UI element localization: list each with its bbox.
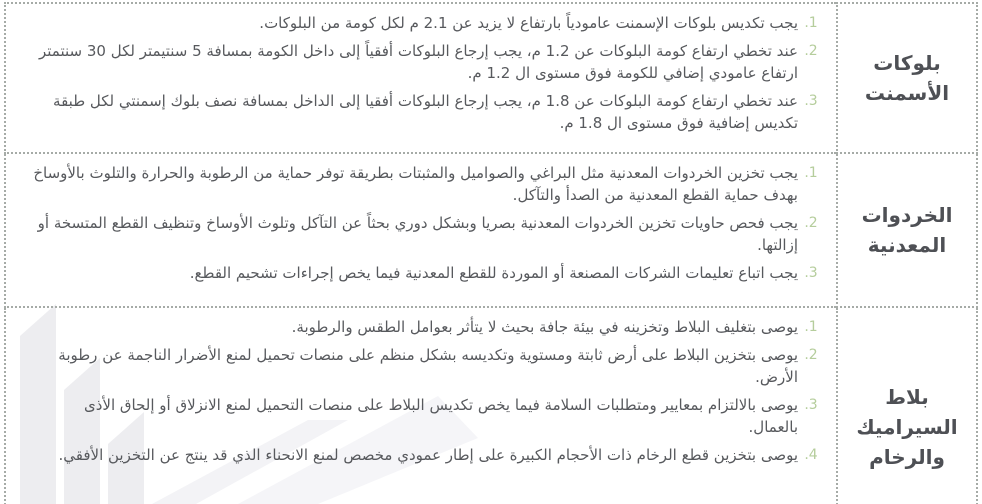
list-item	[30, 212, 824, 256]
item-text: يوصى بتخزين قطع الرخام ذات الأحجام الكبيرة على إطار عمودي مخصص لمنع الانحناء الذي قد ينتج عن التخزين الأفقي.	[58, 446, 798, 464]
table-row-ceramic-marble-tiles	[5, 307, 977, 504]
item-text: يجب تكديس بلوكات الإسمنت عامودياً بارتفاع لا يزيد عن 2.1 م لكل كومة من البلوكات.	[259, 14, 798, 32]
category-label: بلاط السيراميك والرخام	[856, 385, 958, 469]
item-text: يوصى بالالتزام بمعايير ومتطلبات السلامة فيما يخص تكديس البلاط على منصات التحميل لمنع الانزلاق أو إلحاق الأذى بالعمال.	[83, 396, 798, 436]
item-number: 2.	[804, 43, 818, 59]
list-item	[30, 394, 824, 438]
item-number: 2.	[804, 347, 818, 363]
item-number: 3.	[804, 265, 818, 281]
category-cell	[837, 153, 977, 307]
rules-cell	[5, 307, 837, 504]
list-item	[30, 90, 824, 134]
item-number: 4.	[804, 447, 818, 463]
item-text: يجب اتباع تعليمات الشركات المصنعة أو الموردة للقطع المعدنية فيما يخص إجراءات تشحيم القطع.	[189, 264, 798, 282]
list-item	[30, 444, 824, 466]
item-text: يجب تخزين الخردوات المعدنية مثل البراغي والصواميل والمثبتات بطريقة توفر حماية من الرطوبة والحرارة والتلوث بالأوساخ بهدف حماية القطع المعدنية من الصدأ والتآكل.	[33, 164, 798, 204]
category-label: بلوكات الأسمنت	[864, 51, 950, 105]
category-label: الخردوات المعدنية	[861, 203, 953, 257]
list-item	[30, 344, 824, 388]
list-item	[30, 262, 824, 284]
rules-cell	[5, 3, 837, 153]
category-cell	[837, 3, 977, 153]
rules-cell	[5, 153, 837, 307]
item-number: 3.	[804, 397, 818, 413]
table-row-metal-hardware	[5, 153, 977, 307]
item-number: 1.	[804, 165, 818, 181]
item-text: يوصى بتخزين البلاط على أرض ثابتة ومستوية وتكديسه بشكل منظم على منصات تحميل لمنع الأضرار الناجمة عن رطوبة الأرض.	[58, 346, 798, 386]
list-item	[30, 162, 824, 206]
item-number: 2.	[804, 215, 818, 231]
list-item	[30, 12, 824, 34]
item-number: 1.	[804, 15, 818, 31]
category-cell	[837, 307, 977, 504]
list-item	[30, 316, 824, 338]
storage-rules-table	[4, 2, 978, 504]
table-row-cement-blocks	[5, 3, 977, 153]
item-text: عند تخطي ارتفاع كومة البلوكات عن 1.8 م، يجب إرجاع البلوكات أفقيا إلى الداخل بمسافة نصف بلوك إسمنتي لكل طبقة تكديس إضافية فوق مستوى ال 1.8 م.	[53, 92, 798, 132]
item-text: يجب فحص حاويات تخزين الخردوات المعدنية بصريا وبشكل دوري بحثاً عن التآكل وتلوث الأوساخ وتنظيف القطع المتسخة أو إزالتها.	[37, 214, 798, 254]
item-text: عند تخطي ارتفاع كومة البلوكات عن 1.2 م، يجب إرجاع البلوكات أفقياً إلى داخل الكومة بمسافة 5 سنتيمتر لكل 30 سنتمتر ارتفاع عامودي إضافي للكومة فوق مستوى ال 1.2 م.	[39, 42, 798, 82]
item-number: 1.	[804, 319, 818, 335]
list-item	[30, 40, 824, 84]
item-text: يوصى بتغليف البلاط وتخزينه في بيئة جافة بحيث لا يتأثر بعوامل الطقس والرطوبة.	[291, 318, 798, 336]
item-number: 3.	[804, 93, 818, 109]
